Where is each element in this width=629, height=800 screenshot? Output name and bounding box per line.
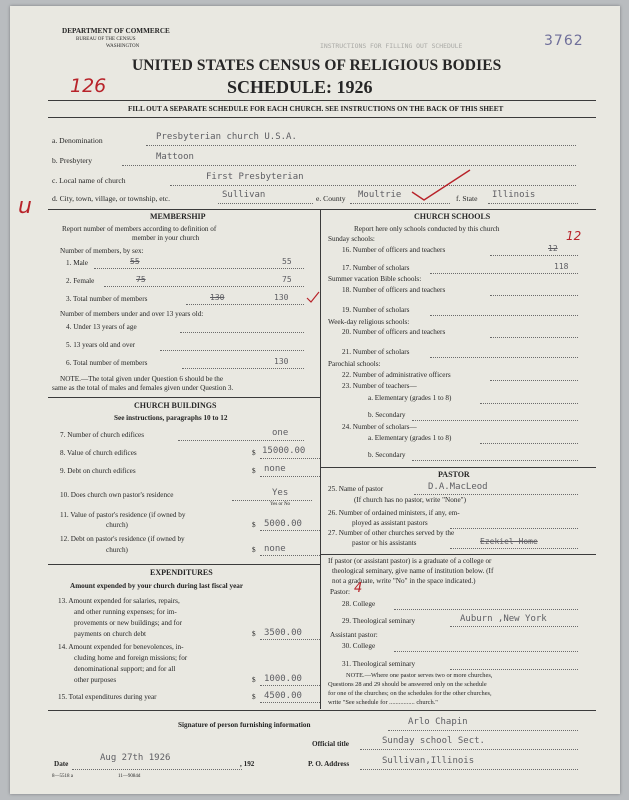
pastor-note-1: NOTE.—Where one pastor serves two or more churches, [346, 672, 493, 679]
q14-line-3: denominational support; and for all [74, 665, 176, 673]
q15-label: 15. Total expenditures during year [58, 693, 157, 701]
q13-line-2: and other running expenses; for im- [74, 608, 177, 616]
q1-value[interactable]: 55 [282, 257, 292, 266]
bleed-through-text: INSTRUCTIONS FOR FILLING OUT SCHEDULE [320, 42, 463, 50]
q17-value[interactable]: 118 [554, 262, 569, 271]
q9-label: 9. Debt on church edifices [60, 467, 136, 475]
state-value[interactable]: Illinois [492, 190, 536, 200]
q13-value[interactable]: 3500.00 [264, 628, 302, 638]
red-check-mark [410, 166, 480, 206]
q15-value[interactable]: 4500.00 [264, 691, 302, 701]
membership-note-2: same as the total of males and females given under Question 3. [52, 384, 234, 392]
q21-label: 21. Number of scholars [342, 348, 410, 356]
q2-label: 2. Female [66, 277, 95, 285]
denomination-value[interactable]: Presbyterian church U.S.A. [156, 132, 297, 142]
local-name-value[interactable]: First Presbyterian [206, 172, 304, 182]
q27-label-1: 27. Number of other churches served by the [328, 529, 455, 537]
q20-label: 20. Number of officers and teachers [342, 328, 446, 336]
membership-intro-1: Report number of members according to definition of [62, 225, 217, 233]
sunday-label: Sunday schools: [328, 235, 375, 243]
q23b-label: b. Secondary [368, 411, 406, 419]
q14-value[interactable]: 1000.00 [264, 674, 302, 684]
q23a-label: a. Elementary (grades 1 to 8) [368, 394, 452, 402]
city-label: WASHINGTON [106, 44, 140, 49]
form-title: UNITED STATES CENSUS OF RELIGIOUS BODIES [132, 57, 502, 74]
q8-label: 8. Value of church edifices [60, 449, 137, 457]
po-address-value[interactable]: Sullivan,Illinois [382, 756, 475, 766]
dept-label: DEPARTMENT OF COMMERCE [62, 27, 170, 35]
by-sex-label: Number of members, by sex: [60, 247, 144, 255]
red-handwritten-number: 126 [70, 75, 107, 97]
q29-label: 29. Theological seminary [342, 617, 416, 625]
q14-line-2: cluding home and foreign missions; for [74, 654, 188, 662]
q4-label: 4. Under 13 years of age [66, 323, 137, 331]
membership-intro-2: member in your church [132, 234, 200, 242]
schedule-title: SCHEDULE: 1926 [227, 77, 373, 97]
q10-hint: Yes or No [270, 502, 291, 507]
grad-note-2: theological seminary, give name of institution below. (If [332, 567, 494, 575]
q13-line-1: 13. Amount expended for salaries, repairs, [58, 597, 180, 605]
official-title-label: Official title [312, 740, 349, 748]
q18-label: 18. Number of officers and teachers [342, 286, 446, 294]
q17-label: 17. Number of scholars [342, 264, 410, 272]
census-schedule-sheet: DEPARTMENT OF COMMERCE BUREAU OF THE CENSUS WASHINGTON INSTRUCTIONS FOR FILLING OUT SCHEDULE UNITED STATES CENSUS OF RELIGIOUS BODIES SCHEDULE: 1926 3762 126 u FILL OUT A SEPARATE SCHEDULE FOR EACH CHURCH. SEE INSTRUCTIONS ON THE BACK OF THIS SHEET a. Denomination Presbyterian church U.S.A. b. Presbytery Mattoon c. Local name of church First Presbyterian d. City, town, village, or township, etc. Sullivan e. County Moultrie f. State Illinois MEMBERSHIP Report number of members according to definition of member in your church Number of members, by sex: 1. Male 55 55 2. Female 75 75 3. Total number of members 130 130 Number of members under and over 13 years old: 4. Under 13 years of age 5. 13 years old and over 6. Total number of members 130 NOTE.—The total given under Question 6 should be the same as the total of males and females given under Question 3. CHURCH BUILDINGS See instructions, paragraphs 10 to 12 7. Number of church edifices one 8. Value of church edifices $ 15000.00 9. Debt on church edifices $ none 10. Does church own pastor's residence Yes Yes or No 11. Value of pastor's residence (if owned by church) $ 5000.00 12. Debt on pastor's residence (if owned by church) $ none EXPENDITURES Amount expended by your church during last fiscal year 13. Amount expended for salaries, repairs, and other running expenses; for im- provements or new buildings; and for payments on church debt $ 3500.00 14. Amount expended for benevolences, in- cluding home and foreign missions; for denominational support; and for all other purposes $ 1000.00 15. Total expenditures during year $ 4500.00 CHURCH SCHOOLS Report here only schools conducted by this church Sunday schools: 16. Number of officers and teachers 12 12 17. Number of scholars 118 Summer vacation Bible schools: 18. Number of officers and teachers 19. Number of scholars Week-day religious schools: 20. Number of officers and teachers 21. Number of scholars Parochial schools: 22. Number of administrative officers 23. Number of teachers— a. Elementary (grades 1 to 8) b. Secondary 24. Number of scholars— a. Elementary (grades 1 to 8) b. Secondary PASTOR 25. Name of pastor D.A.MacLeod (If church has no pastor, write "None") 26. Number of ordained ministers, if any, em- ployed as assistant pastors 27. Number of other churches served by the pastor or his assistants Ezekiel Home If pastor (or assistant pastor) is a graduate of a college or theological seminary, give name of institution below. (If not a graduate, write "No" in the space indicated.) Pastor: 4 28. College 29. Theological seminary Auburn ,New York Assistant pastor: 30. College 31. Theological seminary NOTE.—Where one pastor serves two or more churches, Questions 28 and 29 should be answered only on the schedule for one of the churches; on the schedules for the other churches, write "See schedule for ................ church." Signature of person furnishing information Arlo Chapin Official title Sunday school Sect. Date Aug 27th 1926 , 192 P. O. Address Sullivan,Illinois 8—5518 a 11—9084d [10, 6, 620, 794]
q13-line-4: payments on church debt [74, 630, 147, 638]
q8-value[interactable]: 15000.00 [262, 446, 306, 456]
parochial-label: Parochial schools: [328, 360, 381, 368]
form-code: 8—5518 a [52, 774, 73, 779]
age-label: Number of members under and over 13 years old: [60, 310, 204, 318]
q27-value[interactable]: Ezekiel Home [480, 537, 538, 546]
q28-label: 28. College [342, 600, 376, 608]
q5-label: 5. 13 years old and over [66, 341, 136, 349]
q11-label-1: 11. Value of pastor's residence (if owned by [60, 511, 186, 519]
print-code: 11—9084d [118, 774, 141, 779]
q2-crossed: 75 [136, 275, 146, 284]
q24b-label: b. Secondary [368, 451, 406, 459]
membership-heading: MEMBERSHIP [150, 212, 206, 221]
q10-label: 10. Does church own pastor's residence [60, 491, 174, 499]
q9-value[interactable]: none [264, 464, 286, 474]
q26-label-1: 26. Number of ordained ministers, if any, em- [328, 509, 460, 517]
q19-label: 19. Number of scholars [342, 306, 410, 314]
schools-heading: CHURCH SCHOOLS [414, 212, 491, 221]
q16-red-correction: 12 [566, 229, 582, 243]
q3-crossed: 130 [210, 293, 225, 302]
q29-value[interactable]: Auburn ,New York [460, 614, 547, 624]
expenditures-sub: Amount expended by your church during last fiscal year [70, 582, 244, 590]
q1-crossed: 55 [130, 257, 140, 266]
q25-note: (If church has no pastor, write "None") [354, 496, 466, 504]
schools-intro: Report here only schools conducted by this church [354, 225, 500, 233]
po-address-label: P. O. Address [308, 760, 350, 768]
official-title-value[interactable]: Sunday school Sect. [382, 736, 485, 746]
q1-label: 1. Male [66, 259, 88, 267]
assistant-label: Assistant pastor: [330, 631, 378, 639]
year-suffix: , 192 [240, 760, 255, 768]
signature-label: Signature of person furnishing information [178, 721, 311, 729]
denomination-label: a. Denomination [52, 136, 103, 145]
signature-value[interactable]: Arlo Chapin [408, 717, 468, 727]
date-value[interactable]: Aug 27th 1926 [100, 753, 171, 763]
expenditures-heading: EXPENDITURES [150, 568, 213, 577]
q16-label: 16. Number of officers and teachers [342, 246, 446, 254]
q6-value[interactable]: 130 [274, 357, 289, 366]
pastor-red-mark: 4 [354, 581, 363, 596]
city-town-label: d. City, town, village, or township, etc. [52, 194, 171, 203]
q23-label: 23. Number of teachers— [342, 382, 417, 390]
column-divider [320, 209, 321, 709]
weekday-label: Week-day religious schools: [328, 318, 410, 326]
instruction-line: FILL OUT A SEPARATE SCHEDULE FOR EACH CHURCH. SEE INSTRUCTIONS ON THE BACK OF THIS SHEET [128, 105, 504, 113]
pastor-note-4: write "See schedule for ................ church." [328, 699, 438, 706]
presbytery-label: b. Presbytery [52, 156, 93, 165]
q14-line-4: other purposes [74, 676, 117, 684]
county-value[interactable]: Moultrie [358, 190, 402, 200]
q30-label: 30. College [342, 642, 376, 650]
pastor-heading: PASTOR [438, 470, 470, 479]
q7-value[interactable]: one [272, 428, 289, 438]
q14-line-1: 14. Amount expended for benevolences, in- [58, 643, 184, 651]
pastor-sub-label: Pastor: [330, 588, 350, 596]
q10-value[interactable]: Yes [272, 488, 289, 498]
stamp-number: 3762 [544, 33, 584, 49]
q3-value[interactable]: 130 [274, 293, 289, 302]
q6-label: 6. Total number of members [66, 359, 148, 367]
q11-label-2: church) [106, 521, 128, 529]
q16-value[interactable]: 12 [548, 244, 558, 253]
state-label: f. State [456, 194, 478, 203]
pastor-note-2: Questions 28 and 29 should be answered only on the schedule [328, 681, 487, 688]
q11-value[interactable]: 5000.00 [264, 519, 302, 529]
q12-value[interactable]: none [264, 544, 286, 554]
presbytery-value[interactable]: Mattoon [156, 152, 194, 162]
q22-label: 22. Number of administrative officers [342, 371, 451, 379]
q7-label: 7. Number of church edifices [60, 431, 145, 439]
buildings-heading: CHURCH BUILDINGS [134, 401, 217, 410]
city-town-value[interactable]: Sullivan [222, 190, 266, 200]
q25-label: 25. Name of pastor [328, 485, 384, 493]
q26-label-2: ployed as assistant pastors [352, 519, 428, 527]
red-tick-q3 [306, 290, 320, 304]
date-label: Date [54, 760, 69, 768]
q24-label: 24. Number of scholars— [342, 423, 417, 431]
q13-line-3: provements or new buildings; and for [74, 619, 182, 627]
grad-note-3: not a graduate, write "No" in the space indicated.) [332, 577, 476, 585]
q25-value[interactable]: D.A.MacLeod [428, 482, 488, 492]
red-margin-mark: u [18, 194, 32, 219]
bureau-label: BUREAU OF THE CENSUS [76, 37, 136, 42]
county-label: e. County [316, 194, 346, 203]
q27-label-2: pastor or his assistants [352, 539, 417, 547]
buildings-sub: See instructions, paragraphs 10 to 12 [114, 414, 228, 422]
pastor-note-3: for one of the churches; on the schedules for the other churches, [328, 690, 492, 697]
grad-note-1: If pastor (or assistant pastor) is a graduate of a college or [328, 557, 492, 565]
q2-value[interactable]: 75 [282, 275, 292, 284]
summer-label: Summer vacation Bible schools: [328, 275, 422, 283]
q31-label: 31. Theological seminary [342, 660, 416, 668]
membership-note-1: NOTE.—The total given under Question 6 should be the [60, 375, 224, 383]
q12-label-1: 12. Debt on pastor's residence (if owned by [60, 535, 185, 543]
q24a-label: a. Elementary (grades 1 to 8) [368, 434, 452, 442]
q3-label: 3. Total number of members [66, 295, 148, 303]
local-name-label: c. Local name of church [52, 176, 126, 185]
q12-label-2: church) [106, 546, 128, 554]
